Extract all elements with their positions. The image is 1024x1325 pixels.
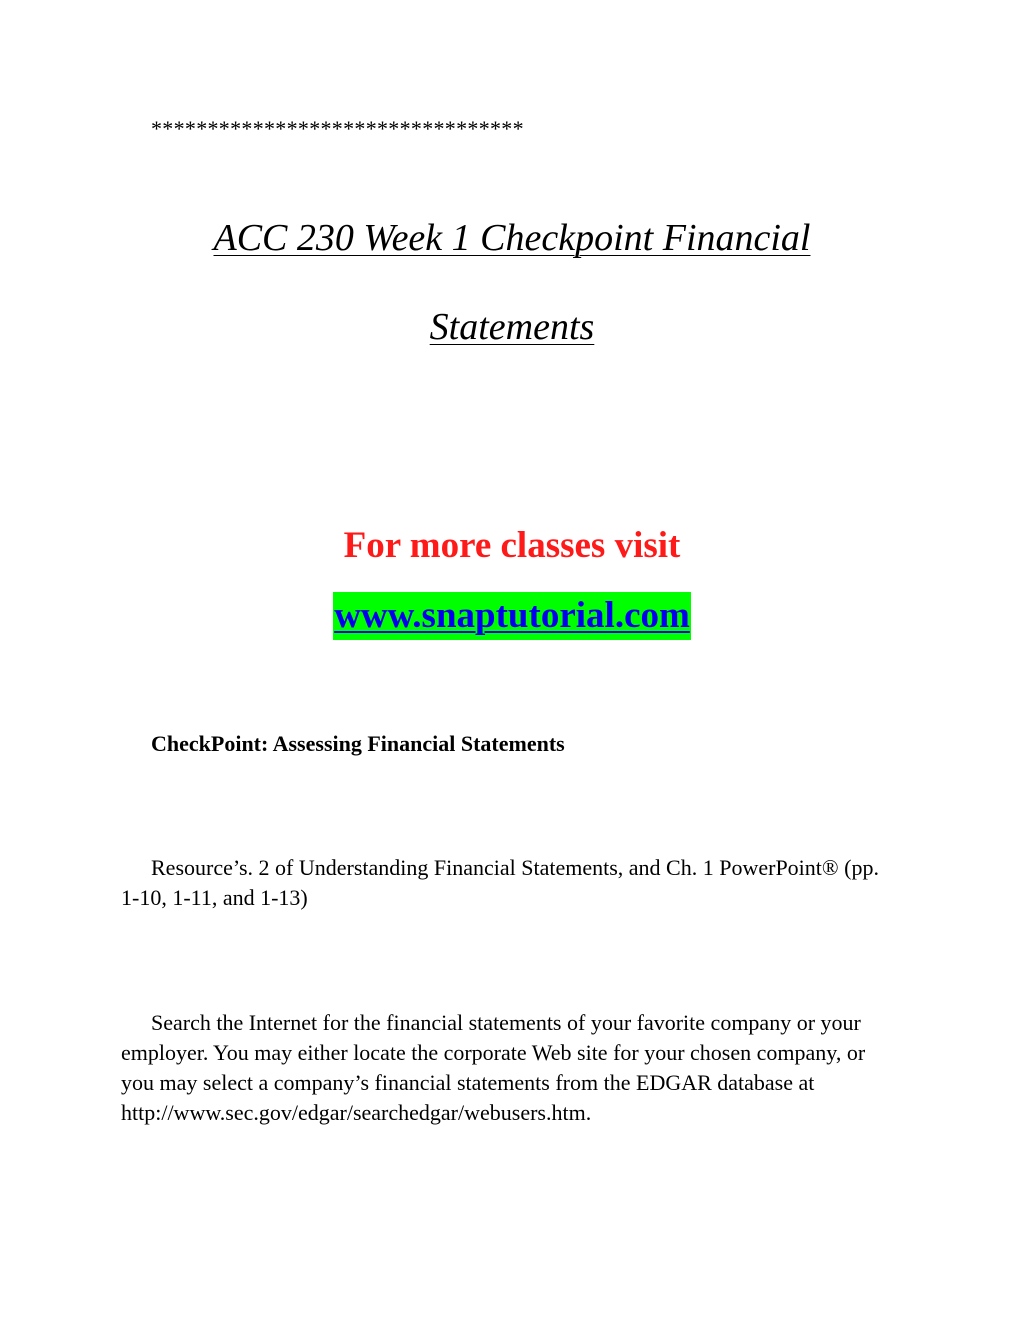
document-title-text-1: ACC 230 Week 1 Checkpoint Financial bbox=[213, 217, 811, 259]
promo-text: For more classes visit bbox=[343, 525, 681, 566]
resource-paragraph: Resource’s. 2 of Understanding Financial Statements, and Ch. 1 PowerPoint® (pp. 1-10, 1-11, and 1-13) bbox=[121, 855, 879, 910]
document-title-line-1 bbox=[0, 216, 1024, 260]
document-title-text-2: Statements bbox=[429, 306, 595, 348]
document-title-line-2 bbox=[0, 305, 1024, 349]
instructions-paragraph: Search the Internet for the financial statements of your favorite company or your employer. You may either locate the corporate Web site for your chosen company, or you may select a company’s financial statements from the EDGAR database at http://www.sec.gov/edgar/searchedgar/webusers.htm. bbox=[121, 1010, 866, 1125]
website-link[interactable]: www.snaptutorial.com bbox=[333, 592, 691, 640]
promo-link-container bbox=[0, 592, 1024, 640]
section-heading: CheckPoint: Assessing Financial Statements bbox=[151, 731, 565, 756]
asterisk-separator: ********************************* bbox=[151, 116, 524, 141]
